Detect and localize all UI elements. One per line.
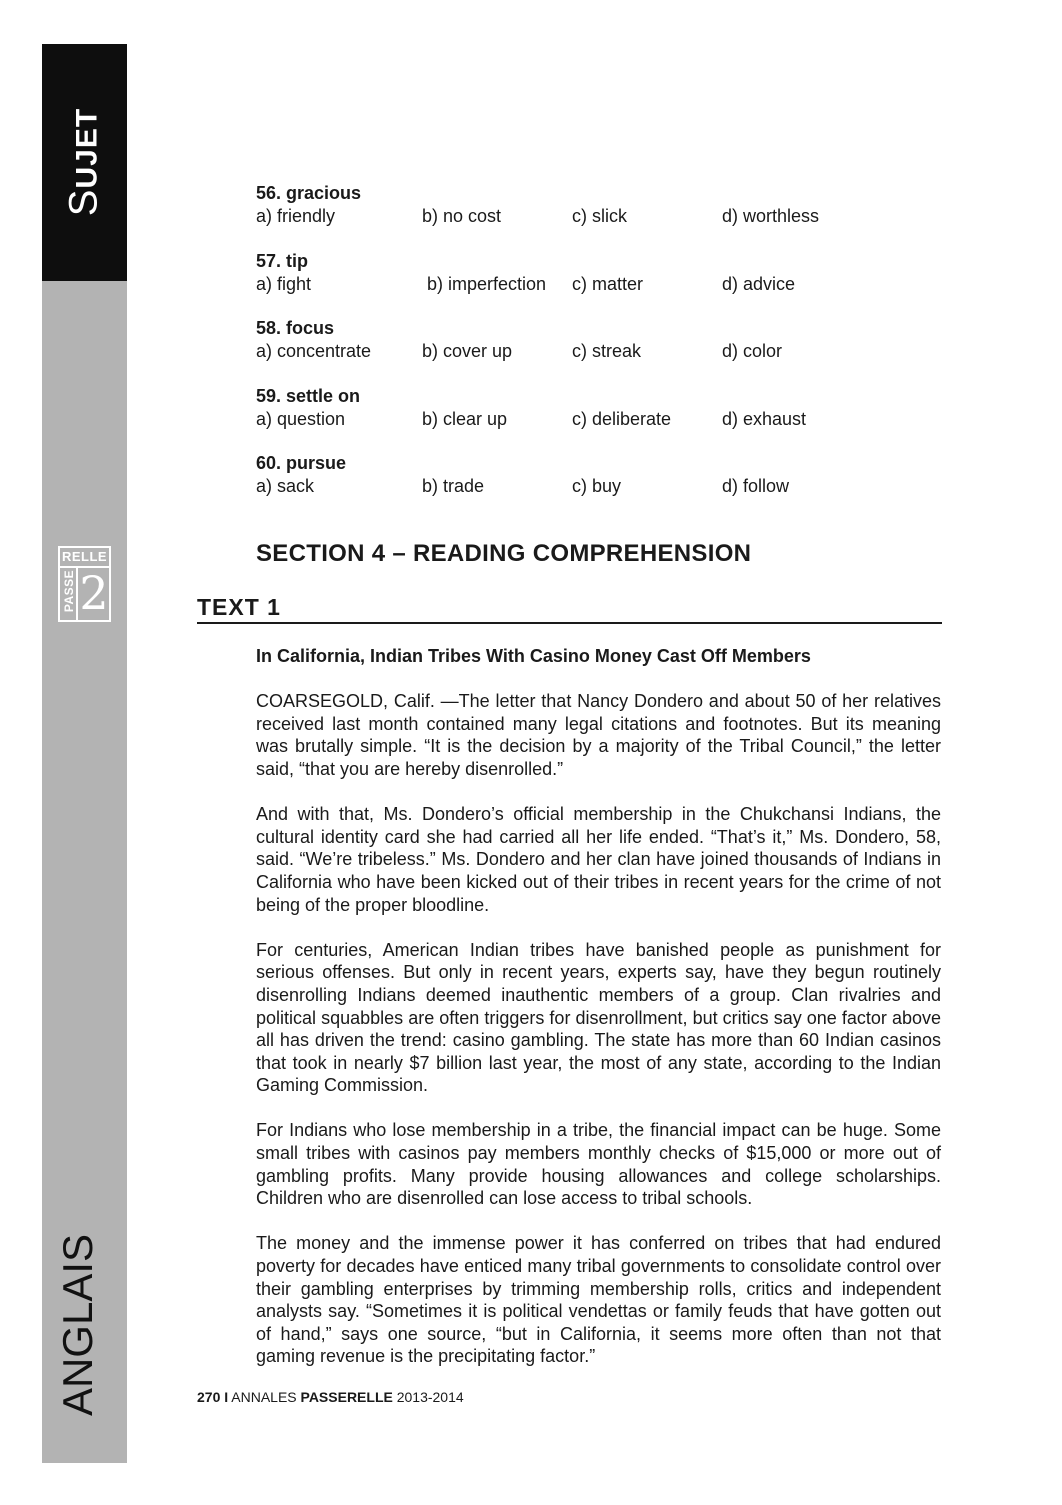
vocabulary-questions xyxy=(256,182,896,520)
option-b: b) clear up xyxy=(422,408,508,429)
option-a: a) question xyxy=(256,408,346,429)
article xyxy=(256,645,941,1391)
option-b: b) imperfection xyxy=(427,273,547,294)
sujet-label: SUJET xyxy=(61,107,106,217)
option-d: d) color xyxy=(722,341,783,361)
option-d: d) advice xyxy=(722,273,796,294)
question-word: 58. focus xyxy=(256,318,335,338)
article-paragraph: COARSEGOLD, Calif. —The letter that Nancy Dondero and about 50 of her relatives received last month contained many legal citations and footnotes. But its meaning was brutally simple. “It is the decision by a majority of the Tribal Council,” the letter said, “that you are hereby disenrolled.” xyxy=(256,691,941,779)
option-d: d) worthless xyxy=(722,206,820,226)
article-paragraph: For Indians who lose membership in a tribe, the financial impact can be huge. Some small tribes with casinos pay members monthly checks of $15,000 or more out of gambling profits. Many provide housing allowances and college scholarships. Children who are disenrolled can lose access to tribal schools. xyxy=(256,1120,941,1209)
option-c: c) buy xyxy=(572,476,622,496)
option-c: c) deliberate xyxy=(572,408,672,429)
option-c: c) matter xyxy=(572,273,644,294)
option-c: c) slick xyxy=(572,206,627,226)
title-rule xyxy=(197,622,942,624)
question-word: 56. gracious xyxy=(256,183,362,203)
option-a: a) fight xyxy=(256,273,312,294)
option-c: c) streak xyxy=(572,341,642,361)
option-b: b) cover up xyxy=(422,341,513,361)
question-59 xyxy=(256,385,896,453)
page-number: 270 xyxy=(197,1389,221,1405)
article-paragraph: And with that, Ms. Dondero’s official membership in the Chukchansi Indians, the cultural identity card she had carried all her life ended. “That’s it,” Ms. Dondero, 58, said. “We’re tribeless.” Ms. Dondero and her clan have joined thousands of Indians in California who have been kicked out of their tribes in recent years for the crime of not being of the proper bloodline. xyxy=(256,804,941,915)
footer-annales: ANNALES xyxy=(231,1389,297,1405)
page-footer xyxy=(197,1389,464,1405)
article-paragraph: The money and the immense power it has conferred on tribes that had endured poverty for decades have enticed many tribal governments to consolidate control over their gambling enterprises by trimming membership rolls, critics and independent analysts say. “Sometimes it is political vendettas or family feuds that have gotten out of hand,” says one source, “but in California, it seems more often than not that gaming revenue is the precipitating factor.” xyxy=(256,1233,941,1367)
article-headline: In California, Indian Tribes With Casino Money Cast Off Members xyxy=(256,646,811,666)
passerelle-2-logo: RELLE PASSE 2 xyxy=(58,546,111,622)
footer-brand: PASSERELLE xyxy=(300,1389,393,1405)
option-a: a) friendly xyxy=(256,206,336,226)
option-b: b) no cost xyxy=(422,206,502,226)
section-title: SECTION 4 – READING COMPREHENSION xyxy=(256,540,752,567)
question-56 xyxy=(256,182,896,250)
footer-separator: I xyxy=(224,1389,229,1405)
option-d: d) follow xyxy=(722,476,790,496)
question-word: 57. tip xyxy=(256,250,309,271)
option-d: d) exhaust xyxy=(722,408,807,429)
question-60 xyxy=(256,452,896,520)
question-58 xyxy=(256,317,896,385)
option-a: a) concentrate xyxy=(256,341,372,361)
article-paragraph: For centuries, American Indian tribes have banished people as punishment for serious offenses. But only in recent years, experts say, have they begun routinely disenrolling Indians deemed inauthentic members of a group. Clan rivalries and political squabbles are often triggers for disenrollment, but critics say one factor above all has driven the trend: casino gambling. The state has more than 60 Indian casinos that took in nearly $7 billion last year, the most of any state, according to the Indian Gaming Commission. xyxy=(256,939,941,1096)
question-57 xyxy=(256,250,896,318)
text-title: TEXT 1 xyxy=(197,594,281,620)
question-word: 59. settle on xyxy=(256,385,361,406)
anglais-label: ANGLAIS xyxy=(54,1233,101,1417)
option-a: a) sack xyxy=(256,476,315,496)
option-b: b) trade xyxy=(422,476,485,496)
question-word: 60. pursue xyxy=(256,453,347,473)
footer-years: 2013-2014 xyxy=(396,1389,464,1405)
